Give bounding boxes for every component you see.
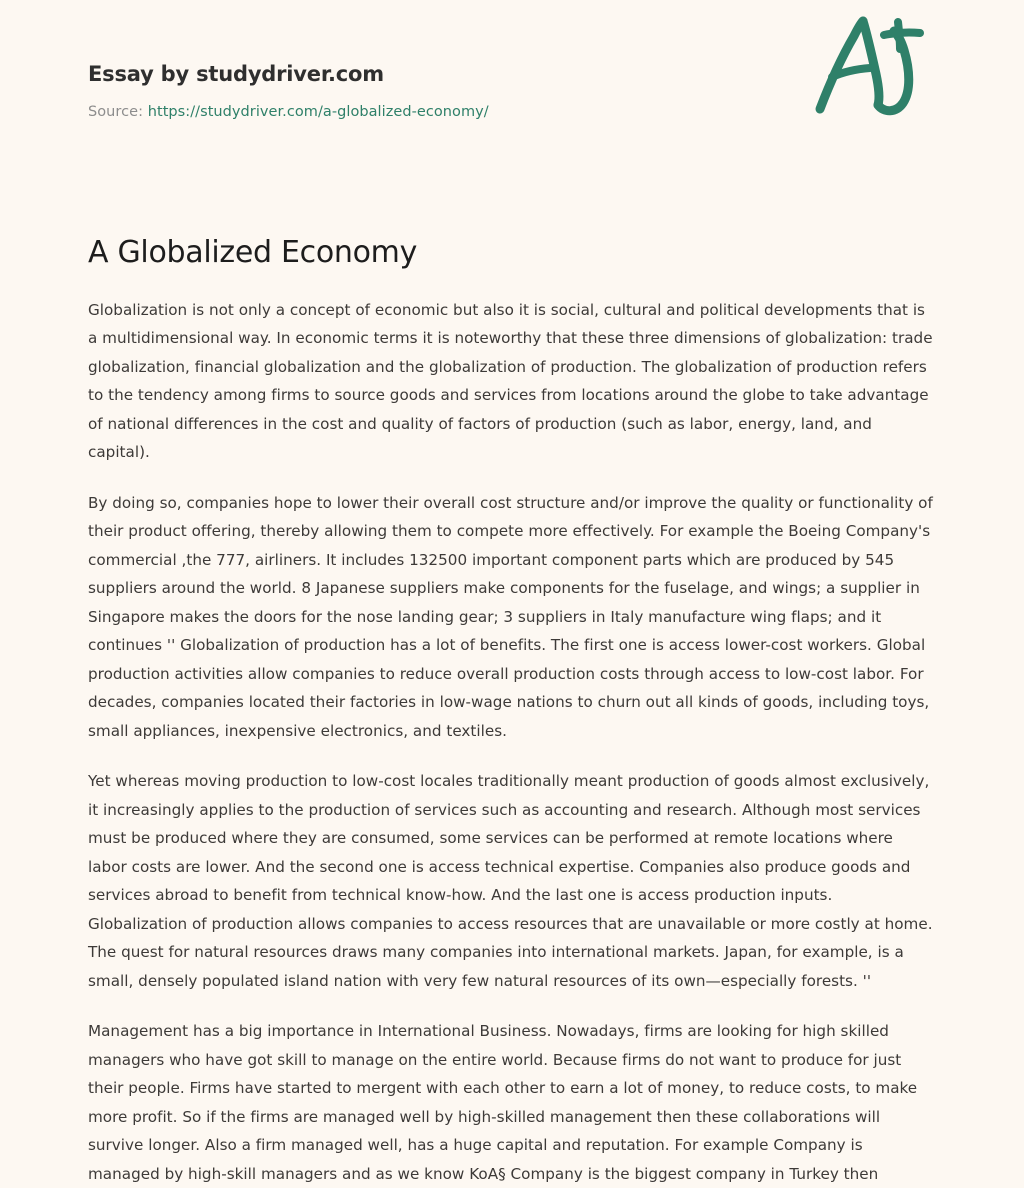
paragraph: By doing so, companies hope to lower their overall cost structure and/or improve the quality or functionality of their product offering, thereby allowing them to compete more effectively. For example the Boeing Company's commercial ,the 777, airliners. It includes 132500 important component parts which are produced by 545 suppliers around the world. 8 Japanese suppliers make components for the fuselage, and wings; a supplier in Singapore makes the doors for the nose landing gear; 3 suppliers in Italy manufacture wing flaps; and it continues '' Globalization of production has a lot of benefits. The first one is access lower-cost workers. Global production activities allow companies to reduce overall production costs through access to low-cost labor. For decades, companies located their factories in low-wage nations to churn out all kinds of goods, including toys, small appliances, inexpensive electronics, and textiles. (88, 489, 936, 746)
a-plus-logo-icon (810, 10, 930, 120)
source-line (88, 103, 936, 122)
paragraph: Management has a big importance in International Business. Nowadays, firms are looking for high skilled managers who have got skill to manage on the entire world. Because firms do not want to produce for just their people. Firms have started to mergent with each other to earn a lot of money, to reduce costs, to make more profit. So if the firms are managed well by high-skilled management then these collaborations will survive longer. Also a firm managed well, has a huge capital and reputation. For example Company is managed by high-skill managers and as we know KoA§ Company is the biggest company in Turkey then (88, 1017, 936, 1188)
document-header (88, 0, 936, 152)
byline: Essay by studydriver.com (88, 62, 936, 87)
paragraph: Yet whereas moving production to low-cost locales traditionally meant production of goods almost exclusively, it increasingly applies to the production of services such as accounting and research. Although most services must be produced where they are consumed, some services can be performed at remote locations where labor costs are lower. And the second one is access technical expertise. Companies also produce goods and services abroad to benefit from technical know-how. And the last one is access production inputs. Globalization of production allows companies to access resources that are unavailable or more costly at home. The quest for natural resources draws many companies into international markets. Japan, for example, is a small, densely populated island nation with very few natural resources of its own—especially forests. '' (88, 767, 936, 995)
paragraph: Globalization is not only a concept of economic but also it is social, cultural and political developments that is a multidimensional way. In economic terms it is noteworthy that these three dimensions of globalization: trade globalization, financial globalization and the globalization of production. The globalization of production refers to the tendency among firms to source goods and services from locations around the globe to take advantage of national differences in the cost and quality of factors of production (such as labor, energy, land, and capital). (88, 296, 936, 467)
source-url-link[interactable]: https://studydriver.com/a-globalized-economy/ (148, 104, 489, 120)
page-title: A Globalized Economy (88, 152, 936, 272)
source-label: Source: (88, 104, 143, 120)
article-body (88, 296, 936, 1188)
